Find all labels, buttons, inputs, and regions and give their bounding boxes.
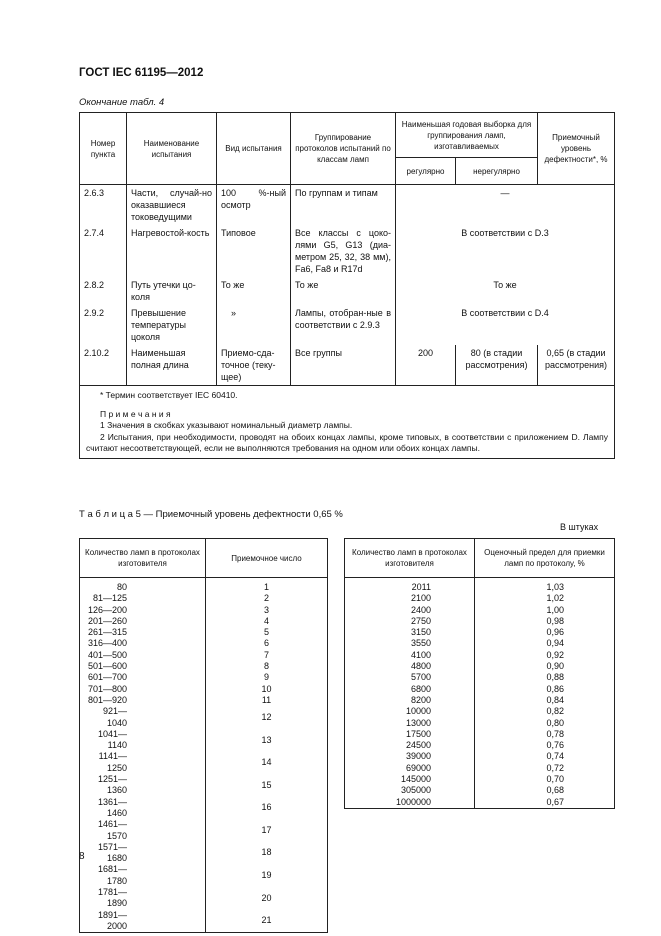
cell-value: 0,94 — [475, 638, 615, 649]
row-test-type: Приемо-сда-точное (теку-щее) — [217, 345, 291, 386]
table-row — [80, 225, 615, 277]
table-row — [80, 672, 328, 683]
cell-value: 11 — [206, 695, 328, 706]
cell-value: 14 — [206, 751, 328, 774]
cell-value: 21 — [206, 910, 328, 933]
row-test-type: То же — [217, 277, 291, 305]
header-min-sample: Наименьшая годовая выборка для группирования ламп, изготавливаемых — [396, 113, 538, 158]
table-footnotes — [80, 386, 615, 459]
cell-value: 0,78 — [475, 729, 615, 740]
header-item-number: Номер пункта — [80, 113, 127, 185]
table-row — [80, 910, 328, 933]
notes-title: П р и м е ч а н и я — [100, 408, 171, 419]
cell-lamp-count: 80 — [80, 578, 206, 594]
table-row — [80, 578, 328, 594]
row-test-name: Путь утечки цо-коля — [127, 277, 217, 305]
table-row — [80, 345, 615, 386]
row-merged-value: В соответствии с D.4 — [396, 305, 615, 345]
table-row — [345, 650, 615, 661]
header-lamp-count: Количество ламп в протоколах изготовителя — [80, 539, 206, 578]
row-number: 2.10.2 — [80, 345, 127, 386]
table-5-caption: Т а б л и ц а 5 — Приемочный уровень дефектности 0,65 % — [79, 509, 343, 520]
document-header: ГОСТ IEC 61195—2012 — [79, 67, 204, 79]
row-grouping: Лампы, отобран-ные в соответствии с 2.9.3 — [291, 305, 396, 345]
row-test-type: » — [217, 305, 291, 345]
table-row — [345, 729, 615, 740]
cell-lamp-count: 1681—1780 — [80, 864, 206, 887]
cell-lamp-count: 5700 — [345, 672, 475, 683]
row-number: 2.8.2 — [80, 277, 127, 305]
footnote: * Термин соответствует IEC 60410. — [100, 390, 238, 400]
cell-lamp-count: 1461—1570 — [80, 819, 206, 842]
table-row — [80, 593, 328, 604]
table-5-right — [344, 538, 615, 809]
cell-value: 0,67 — [475, 797, 615, 809]
table-row — [345, 638, 615, 649]
cell-value: 8 — [206, 661, 328, 672]
cell-lamp-count: 13000 — [345, 718, 475, 729]
cell-value: 0,92 — [475, 650, 615, 661]
cell-lamp-count: 2011 — [345, 578, 475, 594]
cell-value: 3 — [206, 605, 328, 616]
cell-lamp-count: 2400 — [345, 605, 475, 616]
table-row — [80, 185, 615, 226]
cell-lamp-count: 3550 — [345, 638, 475, 649]
table-row — [345, 578, 615, 594]
cell-value: 1,03 — [475, 578, 615, 594]
table-row — [80, 797, 328, 820]
table-row — [345, 593, 615, 604]
cell-value: 18 — [206, 842, 328, 865]
table-row — [345, 661, 615, 672]
cell-lamp-count: 1891—2000 — [80, 910, 206, 933]
cell-lamp-count: 145000 — [345, 774, 475, 785]
row-merged-value: — — [396, 185, 615, 226]
row-test-type: Типовое — [217, 225, 291, 277]
table-row — [345, 672, 615, 683]
cell-value: 10 — [206, 684, 328, 695]
table-row — [80, 887, 328, 910]
header-test-type: Вид испытания — [217, 113, 291, 185]
table-row — [345, 684, 615, 695]
cell-value: 0,90 — [475, 661, 615, 672]
table-row — [80, 305, 615, 345]
row-number: 2.9.2 — [80, 305, 127, 345]
table-row — [80, 627, 328, 638]
table-row — [345, 785, 615, 796]
cell-lamp-count: 1000000 — [345, 797, 475, 809]
table-row — [80, 819, 328, 842]
row-test-name: Части, случай-но оказавшиеся токоведущими — [127, 185, 217, 226]
table-row — [345, 706, 615, 717]
cell-value: 19 — [206, 864, 328, 887]
table-row — [80, 751, 328, 774]
note-1: 1 Значения в скобках указывают номинальный диаметр лампы. — [100, 420, 353, 430]
cell-lamp-count: 501—600 — [80, 661, 206, 672]
cell-value: 0,96 — [475, 627, 615, 638]
cell-lamp-count: 69000 — [345, 763, 475, 774]
header-acceptance-limit: Оценочный предел для приемки ламп по протоколу, % — [475, 539, 615, 578]
cell-value: 0,82 — [475, 706, 615, 717]
table-row — [345, 616, 615, 627]
units-label: В штуках — [560, 522, 599, 532]
row-grouping: Все классы с цоко-лями G5, G13 (диа-метром 25, 32, 38 мм), Fa6, Fa8 и R17d — [291, 225, 396, 277]
header-lamp-count: Количество ламп в протоколах изготовителя — [345, 539, 475, 578]
table-row — [80, 638, 328, 649]
cell-value: 17 — [206, 819, 328, 842]
cell-lamp-count: 6800 — [345, 684, 475, 695]
cell-value: 0,86 — [475, 684, 615, 695]
table-row — [80, 864, 328, 887]
table-row — [345, 605, 615, 616]
cell-lamp-count: 1041—1140 — [80, 729, 206, 752]
table-row — [80, 695, 328, 706]
cell-value: 2 — [206, 593, 328, 604]
table-row — [80, 774, 328, 797]
cell-lamp-count: 10000 — [345, 706, 475, 717]
cell-lamp-count: 1781—1890 — [80, 887, 206, 910]
cell-value: 0,84 — [475, 695, 615, 706]
table-row — [80, 684, 328, 695]
cell-value: 7 — [206, 650, 328, 661]
cell-lamp-count: 4100 — [345, 650, 475, 661]
row-merged-value: В соответствии с D.3 — [396, 225, 615, 277]
table-row — [80, 661, 328, 672]
row-grouping: По группам и типам — [291, 185, 396, 226]
row-number: 2.7.4 — [80, 225, 127, 277]
table-row — [80, 650, 328, 661]
cell-lamp-count: 1571—1680 — [80, 842, 206, 865]
cell-lamp-count: 801—920 — [80, 695, 206, 706]
cell-value: 20 — [206, 887, 328, 910]
cell-value: 0,70 — [475, 774, 615, 785]
table-row — [80, 616, 328, 627]
note-2: 2 Испытания, при необходимости, проводят на обоих концах лампы, кроме типовых, в соответствии с приложением D. Лампу считают несоответствующей, если не выполняются требования на одном или обоих концах лампы. — [86, 431, 609, 453]
row-test-name: Нагревостой-кость — [127, 225, 217, 277]
cell-value: 15 — [206, 774, 328, 797]
cell-value: 0,98 — [475, 616, 615, 627]
row-merged-value: То же — [396, 277, 615, 305]
cell-lamp-count: 1251—1360 — [80, 774, 206, 797]
table-row — [80, 729, 328, 752]
cell-value: 9 — [206, 672, 328, 683]
header-aql: Приемочный уровень дефектности*, % — [538, 113, 615, 185]
table-row — [345, 751, 615, 762]
table-row — [80, 277, 615, 305]
table-5-left — [79, 538, 328, 933]
header-test-name: Наименование испытания — [127, 113, 217, 185]
table-row — [345, 627, 615, 638]
table-row — [345, 774, 615, 785]
table-row — [80, 605, 328, 616]
cell-value: 0,76 — [475, 740, 615, 751]
cell-value: 0,88 — [475, 672, 615, 683]
cell-lamp-count: 601—700 — [80, 672, 206, 683]
cell-lamp-count: 701—800 — [80, 684, 206, 695]
table-continuation-label: Окончание табл. 4 — [79, 97, 165, 108]
table-row — [345, 763, 615, 774]
cell-lamp-count: 24500 — [345, 740, 475, 751]
cell-lamp-count: 201—260 — [80, 616, 206, 627]
cell-value: 1 — [206, 578, 328, 594]
cell-value: 1,02 — [475, 593, 615, 604]
cell-lamp-count: 261—315 — [80, 627, 206, 638]
table-4 — [79, 112, 615, 459]
cell-lamp-count: 316—400 — [80, 638, 206, 649]
cell-lamp-count: 39000 — [345, 751, 475, 762]
row-grouping: Все группы — [291, 345, 396, 386]
cell-value: 6 — [206, 638, 328, 649]
cell-value: 0,68 — [475, 785, 615, 796]
cell-lamp-count: 1141—1250 — [80, 751, 206, 774]
page-number: 8 — [79, 851, 85, 862]
table-row — [345, 740, 615, 751]
row-grouping: То же — [291, 277, 396, 305]
cell-lamp-count: 4800 — [345, 661, 475, 672]
cell-lamp-count: 17500 — [345, 729, 475, 740]
row-test-name: Наименьшая полная длина — [127, 345, 217, 386]
header-grouping: Группирование протоколов испытаний по классам ламп — [291, 113, 396, 185]
table-row — [345, 718, 615, 729]
row-regular-value: 200 — [396, 345, 456, 386]
cell-value: 5 — [206, 627, 328, 638]
header-irregular: нерегулярно — [456, 158, 538, 185]
cell-value: 4 — [206, 616, 328, 627]
cell-lamp-count: 305000 — [345, 785, 475, 796]
row-number: 2.6.3 — [80, 185, 127, 226]
row-test-type: 100 %-ный осмотр — [217, 185, 291, 226]
cell-value: 0,80 — [475, 718, 615, 729]
table-row — [80, 706, 328, 729]
cell-lamp-count: 3150 — [345, 627, 475, 638]
row-test-name: Превышение температуры цоколя — [127, 305, 217, 345]
cell-lamp-count: 2750 — [345, 616, 475, 627]
row-irregular-value: 80 (в стадии рассмотрения) — [456, 345, 538, 386]
cell-lamp-count: 401—500 — [80, 650, 206, 661]
cell-lamp-count: 921—1040 — [80, 706, 206, 729]
cell-lamp-count: 1361—1460 — [80, 797, 206, 820]
cell-value: 16 — [206, 797, 328, 820]
cell-value: 0,72 — [475, 763, 615, 774]
header-acceptance-number: Приемочное число — [206, 539, 328, 578]
cell-lamp-count: 81—125 — [80, 593, 206, 604]
cell-value: 0,74 — [475, 751, 615, 762]
table-row — [345, 797, 615, 809]
cell-lamp-count: 126—200 — [80, 605, 206, 616]
cell-value: 13 — [206, 729, 328, 752]
header-regular: регулярно — [396, 158, 456, 185]
cell-lamp-count: 8200 — [345, 695, 475, 706]
row-aql-value: 0,65 (в стадии рассмотрения) — [538, 345, 615, 386]
cell-value: 12 — [206, 706, 328, 729]
table-row — [80, 842, 328, 865]
cell-value: 1,00 — [475, 605, 615, 616]
cell-lamp-count: 2100 — [345, 593, 475, 604]
table-row — [345, 695, 615, 706]
